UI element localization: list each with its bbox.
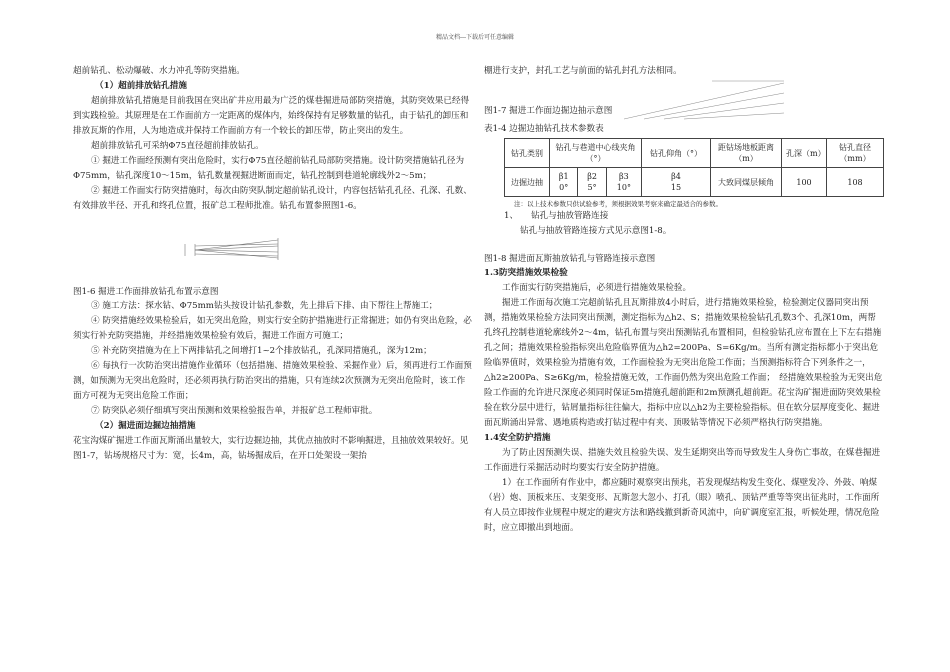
table-header-cell: 距钻场地板距离（m） — [711, 139, 782, 168]
figure-caption: 图1-8 掘进面瓦斯抽放钻孔与管路连接示意图 — [484, 254, 656, 264]
paragraph: 为了防止因预测失误、措施失效且检验失误、发生延期突出等而导致发生人身伤亡事故，在煤巷掘进工作面进行采掘活动时均要实行安全防护措施。 — [484, 448, 881, 473]
figure-1-6-drawing — [73, 222, 473, 278]
paragraph: ⑦ 防突队必须仔细填写突出预测和效果检验报告单，并报矿总工程师审批。 — [91, 406, 378, 416]
table-cell — [550, 168, 578, 197]
table-cell — [606, 168, 641, 197]
beta-value: 15 — [670, 183, 682, 192]
table-cell: 边掘边抽 — [505, 168, 550, 197]
subsection-heading: 1、 钻孔与抽放管路连接 — [504, 211, 609, 221]
table-header-cell: 钻孔与巷道中心线夹角（°） — [550, 139, 642, 168]
section-heading: 1.4安全防护措施 — [484, 433, 551, 443]
table-header-cell: 钻孔直径（mm） — [827, 139, 884, 168]
figure-caption: 图1-7 掘进工作面边掘边抽示意图 — [484, 106, 613, 116]
beta-label: β3 — [619, 172, 629, 181]
paragraph: ① 掘进工作面经预测有突出危险时，实行Φ75直径超前钻孔局部防突措施。设计防突措施钻孔径为Φ75mm，钻孔深度10～15m，钻孔数量视掘进断面而定，钻孔控制到巷道轮廓线外2～5m； — [73, 156, 465, 181]
paragraph: ④ 防突措施经效果检验后，如无突出危险，则实行安全防护措施进行正常掘进；如仍有突出危险，必须实行补充防突措施，并经措施效果检验有效后，掘进工作面方可施工； — [73, 316, 472, 341]
figure-1-8-space — [484, 239, 884, 253]
left-column — [73, 64, 473, 464]
beta-label: β2 — [587, 172, 597, 181]
paragraph: ⑥ 每执行一次防治突出措施作业循环（包括措施、措施效果检验、采掘作业）后，须再进行工作面预测，如预测为无突出危险时，还必须再执行防治突出的措施，只有连续2次预测为无突出危险时，该工作面方可视为无突出危险工作面； — [73, 361, 472, 401]
table-header-cell: 钻孔仰角（°） — [642, 139, 711, 168]
table-header-cell: 孔深（m） — [782, 139, 827, 168]
section-heading: （2）掘进面边掘边抽措施 — [95, 421, 196, 431]
table-header-cell: 钻孔类别 — [505, 139, 550, 168]
paragraph: 工作面实行防突措施后，必须进行措施效果检验。 — [502, 283, 692, 293]
paragraph: ② 掘进工作面实行防突措施时，每次由防突队制定超前钻孔设计，内容包括钻孔孔径、孔深、孔数、有效排放半径、开孔和终孔位置，报矿总工程师批准。钻孔布置参照图1-6。 — [73, 186, 472, 211]
paragraph: 超前排放钻孔可采纳Φ75直径超前排放钻孔。 — [91, 141, 264, 151]
table-header-row — [505, 139, 884, 168]
paragraph: 超前钻孔、松动爆破、水力冲孔等防突措施。 — [73, 66, 245, 76]
table-cell — [642, 168, 711, 197]
paragraph: ⑤ 补充防突措施为在上下两排钻孔之间增打1~2个排放钻孔，孔深同措施孔，深为12m； — [91, 346, 432, 356]
paragraph: 花宝沟煤矿掘进工作面瓦斯涌出量较大，实行边掘边抽，其优点抽放时不影响掘进，且抽放效果较好。见图1-7，钻场规格尺寸为：宽，长4m，高，钻场掘成后，在开口处架设一架抬 — [73, 436, 469, 461]
table-cell: 108 — [827, 168, 884, 197]
section-heading: （1）超前排放钻孔措施 — [95, 81, 187, 91]
paragraph: 1）在工作面所有作业中，都应随时观察突出预兆，若发现煤结构发生变化、煤壁发冷、外鼓、响煤（岩）炮、顶板来压、支架变形、瓦斯忽大忽小、打孔（眼）喷孔、顶钻严重等等突出征兆时，工作面所有人员立即按作业规程中规定的避灾方法和路线撤到新奇风流中，向矿调度室汇报，听候处理，情况危险时，应立即撤出到地面。 — [484, 478, 880, 533]
right-column — [484, 64, 884, 536]
beta-value: 10° — [616, 183, 631, 192]
figure-caption: 图1-6 掘进工作面排放钻孔布置示意图 — [73, 287, 219, 297]
beta-value: 0° — [559, 183, 569, 192]
paragraph: 棚进行支护，封孔工艺与前面的钻孔封孔方法相同。 — [484, 66, 682, 76]
figure-1-7-drawing — [484, 79, 884, 123]
page-header: 精品文档---下载后可任意编辑 — [435, 34, 515, 41]
beta-value: 5° — [587, 183, 597, 192]
beta-label: β4 — [671, 172, 681, 181]
table-cell — [578, 168, 606, 197]
beta-label: β1 — [558, 172, 569, 181]
parameter-table — [504, 138, 884, 197]
borehole-layout-diagram — [73, 222, 473, 278]
table-note: 注：以上技术参数只供试验参考，须根据效果考察来确定最适合的参数。 — [514, 200, 722, 208]
paragraph: 掘进工作面每次施工完超前钻孔且瓦斯排放4小时后，进行措施效果检验，检验测定仪器同突出预测，措施效果检验方法同突出预测，测定指标为△h2、S；措施效果检验钻孔孔数3个、孔深10m，两帮孔终孔控制巷道轮廓线外2～4m，钻孔布置与突出预测钻孔布置相同，但检验钻孔应布置在上下左右措施孔之间；措施效果检验指标突出危险临界值为△h2=200Pa、S=6Kg/m。当所有测定指标都小于突出危险临界值时，效果检验为措施有效，工作面检验为无突出危险工作面；当预测指标符合下列条件之一，△h2≥200Pa、S≥6Kg/m，检验措施无效，工作面仍然为突出危险工作面； 经措施效果检验为无突出危险工作面的允许进尺深度必须同时保证5m措施孔超前距和2m预测孔超前距。花宝沟矿掘进面防突效果检验在软分层中进行，钻屑量指标往往偏大，指标中应以△h2为主要检验指标。但在软分层厚度变化、掘进面瓦斯涌出异常、遇地质构造或打钻过程中有夹、顶吸钻等情况下必须严格执行防突措施。 — [484, 298, 883, 428]
section-heading: 1.3防突措施效果检验 — [484, 268, 568, 278]
table-caption: 表1-4 边掘边抽钻孔技术参数表 — [484, 124, 604, 134]
paragraph: 超前排放钻孔措施是目前我国在突出矿井应用最为广泛的煤巷掘进局部防突措施，其防突效果已经得到实践检验。其原理是在工作面前方一定距离的煤体内，始终保持有足够数量的钻孔，由于钻孔的卸压和排放瓦斯的作用，人为地造成并保持工作面前方有一个较长的卸压带，防止突出的发生。 — [73, 96, 470, 136]
table-row — [505, 168, 884, 197]
table-cell: 100 — [782, 168, 827, 197]
table-cell: 大致同煤层倾角 — [711, 168, 782, 197]
paragraph: 钻孔与抽放管路连接方式见示意图1-8。 — [520, 226, 672, 236]
paragraph: ③ 施工方法：探水钻、Φ75mm钻头按设计钻孔参数，先上排后下排、由下帮往上帮施工； — [91, 301, 438, 311]
